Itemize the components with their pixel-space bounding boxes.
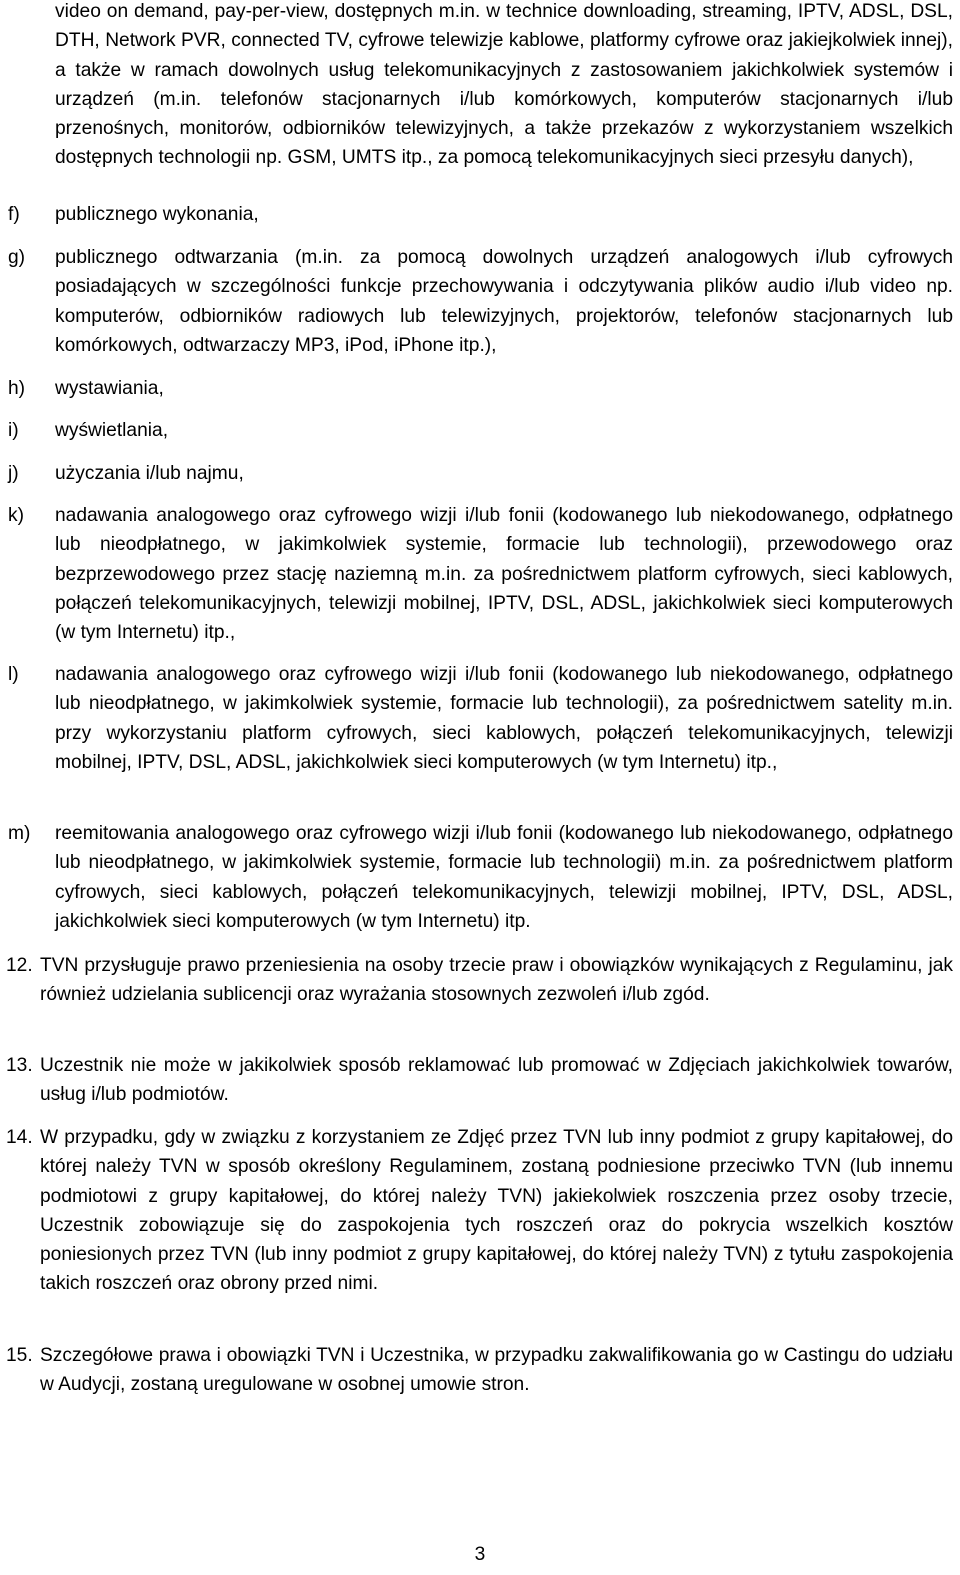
continuation-paragraph: video on demand, pay-per-view, dostępnych m.in. w technice downloading, streaming, IPTV, ADSL, DSL, DTH, Network PVR, connected TV, cyfrowe telewizje kablowe, platformy cyfrowe oraz jakiejkolwiek innej), a także w ramach dowolnych usług telekomunikacyjnych z zastosowaniem jakichkolwiek systemów i urządzeń (m.in. telefonów stacjonarnych i/lub komórkowych, komputerów stacjonarnych i/lub przenośnych, monitorów, odbiorników telewizyjnych, a także przekazów z wykorzystaniem wszelkich dostępnych technologii np. GSM, UMTS itp., za pomocą telekomunikacyjnych sieci przesyłu danych), [55, 1, 953, 169]
item-l-text: nadawania analogowego oraz cyfrowego wizji i/lub fonii (kodowanego lub niekodowanego, odpłatnego lub nieodpłatnego, w jakimkolwiek systemie, formacie lub technologii), za pośrednictwem satelity m.in. przy wykorzystaniu platform cyfrowych, sieci kablowych, połączeń telekomunikacyjnych, telewizji mobilnej, IPTV, DSL, ADSL, jakichkolwiek sieci komputerowych (w tym Internetu) itp., [55, 664, 953, 773]
item-i-text: wyświetlania, [55, 420, 169, 441]
item-13-text: Uczestnik nie może w jakikolwiek sposób reklamować lub promować w Zdjęciach jakichkolwiek towarów, usług i/lub podmiotów. [40, 1055, 953, 1106]
item-f-text: publicznego wykonania, [55, 204, 259, 225]
item-l-marker: l) [8, 664, 19, 685]
item-g-marker: g) [8, 247, 26, 268]
item-m-text: reemitowania analogowego oraz cyfrowego wizji i/lub fonii (kodowanego lub niekodowanego, odpłatnego lub nieodpłatnego, w jakimkolwiek systemie, formacie lub technologii) m.in. za pośrednictwem platform cyfrowych, sieci kablowych, połączeń telekomunikacyjnych, telewizji mobilnej, IPTV, DSL, ADSL, jakichkolwiek sieci komputerowych (w tym Internetu) itp. [55, 823, 953, 932]
item-14-marker: 14. [6, 1127, 33, 1148]
item-15-text: Szczegółowe prawa i obowiązki TVN i Uczestnika, w przypadku zakwalifikowania go w Castingu do udziału w Audycji, zostaną uregulowane w osobnej umowie stron. [40, 1345, 953, 1396]
item-12-marker: 12. [6, 955, 33, 976]
item-12-text: TVN przysługuje prawo przeniesienia na osoby trzecie praw i obowiązków wynikających z Regulaminu, jak również udzielania sublicencji oraz wyrażania stosownych zezwoleń i/lub zgód. [40, 955, 953, 1006]
item-g-text: publicznego odtwarzania (m.in. za pomocą dowolnych urządzeń analogowych i/lub cyfrowych posiadających w szczególności funkcje przechowywania i odczytywania plików audio i/lub video np. komputerów, odbiorników radiowych lub telewizyjnych, projektorów, telefonów stacjonarnych lub komórkowych, odtwarzaczy MP3, iPod, iPhone itp.), [55, 247, 953, 356]
item-14-text: W przypadku, gdy w związku z korzystaniem ze Zdjęć przez TVN lub inny podmiot z grupy kapitałowej, do której należy TVN w sposób określony Regulaminem, zostaną podniesione przeciwko TVN (lub innemu podmiotowi z grupy kapitałowej, do której należy TVN) jakiekolwiek roszczenia przez osoby trzecie, Uczestnik zobowiązuje się do zaspokojenia tych roszczeń oraz do pokrycia wszelkich kosztów poniesionych przez TVN (lub inny podmiot z grupy kapitałowej, do której należy TVN) z tytułu zaspokojenia takich roszczeń oraz obrony przed nimi. [40, 1127, 953, 1295]
page-number: 3 [474, 1544, 486, 1565]
item-k-text: nadawania analogowego oraz cyfrowego wizji i/lub fonii (kodowanego lub niekodowanego, odpłatnego lub nieodpłatnego, w jakimkolwiek systemie, formacie lub technologii), przewodowego oraz bezprzewodowego przez stację naziemną m.in. za pośrednictwem platform cyfrowych, sieci kablowych, połączeń telekomunikacyjnych, telewizji mobilnej, IPTV, DSL, ADSL, jakichkolwiek sieci komputerowych (w tym Internetu) itp., [55, 505, 953, 644]
item-f-marker: f) [8, 204, 20, 225]
item-15-marker: 15. [6, 1345, 33, 1366]
item-m-marker: m) [8, 823, 31, 844]
item-j-text: użyczania i/lub najmu, [55, 463, 244, 484]
item-j-marker: j) [8, 463, 19, 484]
item-13-marker: 13. [6, 1055, 33, 1076]
item-k-marker: k) [8, 505, 24, 526]
item-h-marker: h) [8, 378, 26, 399]
item-h-text: wystawiania, [55, 378, 164, 399]
item-i-marker: i) [8, 420, 19, 441]
